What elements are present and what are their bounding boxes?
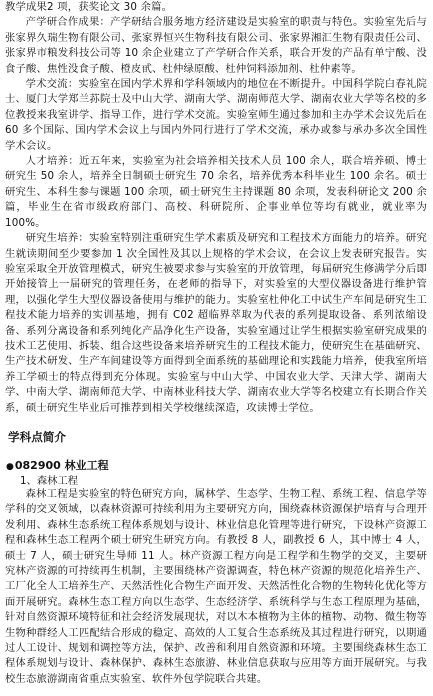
- paragraph-teaching-results: 教学成果2 项，获奖论文 30 余篇。: [5, 1, 173, 13]
- paragraph-industry-cooperation: 产学研合作成果：产学研结合服务地方经济建设是实验室的职责与特色。实验室先后与张家界久瑞生物有限公司、张家界恒兴生物科技有限公司、张家界湘汇生物有限责任公司、张家界市粮发科技公司等 10 余企业建立了产学研合作关系，联合开发的产品有单宁酸、没食子酸、焦性没食子酸、橙皮甙、杜仲绿原酸、杜仲饲料添加剂、杜仲素等。: [5, 16, 427, 75]
- paragraph-graduate-training: 研究生培养：实验室特别注重研究生学术素质及研究和工程技术方面能力的培养。研究生就读期间至少要参加 1 次全国性及其以上规格的学术会议，在会议上发表研究报告。实验室采取全开放管理模式，研究生被要求参与实验室的开放管理，每届研究生修满学分后即开始接管上一届研究的管理任务，在老师的指导下，对实验室的大型仪器设备进行维护管理，以强化学生大型仪器设备使用与维护的能力。实验室杜仲化工中试生产车间是研究生工程技术能力培养的实训基地，拥有 C02 超临界萃取为代表的系列提取设备、系列浓缩设备、系列分离设备和系列纯化产品净化生产设备，实验室通过让学生根据实验室研究成果的技术工艺使用、拆装、组合这些设备来培养研究生的工程技术能力，使研究生在基础研究、生产技术研发、生产车间建设等方面得到全面系统的基础理论和实践能力培养，使我室所培养工学硕士的特点得到充分体现。实验室与中山大学、中国农业大学、天津大学、湖南大学、中南大学、湖南师范大学、中南林业科技大学、湖南农业大学等名校建立有长期合作关系，硕士研究生毕业后可推荐到相关学校继续深造，攻读博士学位。: [5, 232, 427, 414]
- section-title: 学科点简介: [8, 430, 66, 444]
- sub-heading: 1、森林工程: [20, 475, 79, 487]
- subject-heading: [6, 457, 109, 473]
- paragraph-academic-exchange: 学术交流：实验室在国内学术界和学科领域内的地位在不断提升。中国科学院白春礼院士、厦门大学郑兰荪院士及中山大学、湖南大学、湖南师范大学、湖南农业大学等名校的多位教授来我室讲学、指导工作，进行学术交流。实验室师生通过参加和主办学术会议先后在 60 多个国际、国内学术会议上与国内外同行进行了学术交流，承办或参与承办多次全国性学术会议。: [5, 78, 427, 152]
- bullet-icon: ●: [6, 462, 14, 472]
- paragraph-forest-engineering: 森林工程是实验室的特色研究方向，属林学、生态学、生物工程、系统工程、信息学等学科的交叉领域，以森林资源可持续利用为主要研究方向，围绕森林资源保护培育与合理开发利用、森林生态系统工程体系规划与设计、林业信息化管理等进行研究，下设林产资源工程和森林生态工程两个硕士研究生研究方向。有教授 8 人，副教授 6 人，其中博士 4 人，硕士 7 人，硕士研究生导师 11 人。林产资源工程方向是工程学和生物学的交叉，主要研究林产资源的可持续再生机制，主要围绕林产资源调查，特色林产资源的规范化培养生产、工厂化全人工培养生产、天然活性化合物生产面开发、天然活性化合物的生物转化优化等方面开展研究。森林生态工程方向以生态学、生态经济学、系统科学与生态工程原理为基础，针对自然资源环境特征和社会经济发展现状，对以木本植物为主体的植物、动物、微生物等生物种群经人工匹配结合形成的稳定、高效的人工复合生态系统及其过程进行研究，以期通过人工设计、规划和调控等方法，保护、改善和利用自然资源和环境。主要围绕森林生态工程体系规划与设计、森林保护、森林生态旅游、林业信息获取与应用等方面开展研究。与我校生态旅游湖南省重点实验室、软件外包学院联合共建。: [5, 488, 427, 685]
- paragraph-talent-cultivation: 人才培养：近五年来，实验室为社会培养相关技术人员 100 余人，联合培养硕、博士研究生 50 余人，培养全日制硕士研究生 70 余名，培养优秀本科毕业生 100 余名。硕士研究生、本科生参与课题 100 余项，硕士研究生主持课题 80 余项，发表科研论文 200 余篇，毕业生在省市级政府部门、高校、科研院所、企事业单位等均有就业，就业率为 100%。: [5, 155, 427, 229]
- forest-engineering-section: [5, 487, 427, 687]
- subject-code: 082900: [14, 459, 61, 472]
- subject-name: 林业工程: [64, 459, 109, 472]
- lab-achievements-section: [5, 0, 427, 416]
